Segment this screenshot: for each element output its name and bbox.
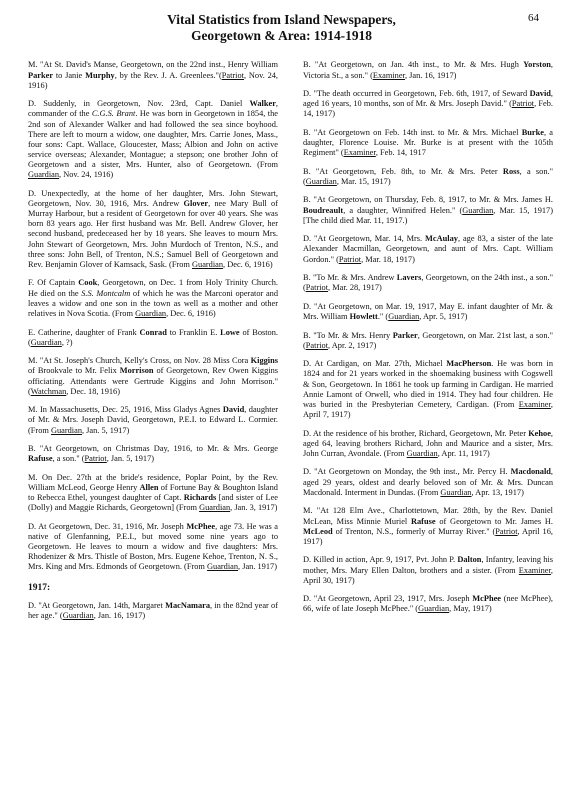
entry-text: M. "At St. David's Manse, Georgetown, on the 22nd inst., Henry William bbox=[28, 60, 278, 70]
ship-name: C.G.S. Brant bbox=[91, 109, 136, 119]
record-entry bbox=[28, 601, 278, 621]
entry-text: B. "At Georgetown, on Christmas Day, 1916, to Mr. & Mrs. George bbox=[28, 444, 278, 454]
source-name: Guardian bbox=[388, 312, 420, 322]
record-entry bbox=[28, 189, 278, 270]
entry-text: B. "At Georgetown, on Jan. 4th inst., to Mr. & Mrs. Hugh bbox=[303, 60, 524, 70]
entry-text: of Brookvale to Mr. Felix bbox=[28, 366, 120, 376]
source-name: Patriot bbox=[511, 99, 535, 109]
entry-text: , in the 82nd year of her age." ( bbox=[28, 600, 278, 621]
entry-text: , Nov. 24, 1916) bbox=[28, 70, 279, 90]
record-entry bbox=[28, 60, 278, 90]
entry-text: , Dec. 6, 1916) bbox=[166, 308, 216, 318]
left-column bbox=[28, 52, 278, 630]
entries-1916 bbox=[28, 60, 278, 572]
surname: Glover bbox=[183, 199, 209, 208]
entry-text: , commander of the bbox=[28, 99, 278, 119]
source-name: Patriot bbox=[84, 454, 107, 464]
entry-text: , Georgetown, on Mar. 21st last, a son." ( bbox=[303, 330, 554, 350]
page-subtitle: Georgetown & Area: 1914-1918 bbox=[191, 28, 372, 43]
entry-text: . He was born in 1824 and for 21 years worked in the shoemaking business with Cogswell & Son, Georgetown. In 1861 he took up farming in Cardigan. He married Annie Lamont of Orwell, who died in 1914. They had four children. He was buried in the Presbyterian Cemetery, Cardigan. (From bbox=[303, 359, 553, 409]
entry-text: [and sister of Lee (Dolly) and Maggie Richards, Georgetown] (From bbox=[28, 493, 278, 513]
surname: Walker bbox=[249, 99, 276, 109]
entry-text: , Jan. 16, 1917) bbox=[93, 611, 146, 621]
entry-text: , a daughter, Florence Louise. Mr. Burke is at present with the 105th Regiment" ( bbox=[303, 127, 553, 158]
source-name: Examiner bbox=[518, 399, 551, 409]
surname: Burke bbox=[521, 127, 544, 137]
record-entry bbox=[28, 278, 278, 319]
surname: MacPherson bbox=[446, 359, 492, 369]
source-name: Guardian bbox=[30, 337, 62, 347]
year-heading-1917: 1917: bbox=[28, 582, 51, 593]
entry-text: , Feb. 14, 1917) bbox=[303, 99, 553, 119]
record-entry bbox=[303, 359, 553, 420]
entry-text: , aged 64, leaving brothers Richard, John and Maurice and a sister, Mrs. John Curran, Avondale. (From bbox=[303, 428, 553, 458]
record-entry bbox=[303, 555, 553, 585]
source-name: Guardian bbox=[62, 611, 94, 621]
source-name: Patriot bbox=[495, 526, 518, 536]
surname: Allen bbox=[139, 482, 159, 492]
right-column bbox=[303, 52, 553, 623]
entry-text: D. At the residence of his brother, Richard, Georgetown, Mr. Peter bbox=[303, 428, 529, 438]
entry-text: B. "At Georgetown, Feb. 8th, to Mr. & Mrs. Peter bbox=[303, 166, 503, 176]
surname: Conrad bbox=[139, 327, 167, 337]
record-entry bbox=[303, 331, 553, 351]
entry-text: D. "The death occurred in Georgetown, Feb. 6th, 1917, of Seward bbox=[303, 89, 530, 99]
surname: Murphy bbox=[85, 70, 115, 80]
source-name: Guardian bbox=[28, 170, 60, 180]
page-number: 64 bbox=[528, 12, 539, 24]
record-entry bbox=[303, 273, 553, 293]
entry-text: F. Of Captain bbox=[28, 278, 79, 288]
entry-text: . He was born in Georgetown in 1854, the 2nd son of Alexander Walker and had followed the sea since boyhood. There are left to mourn a widow, one daughter, Mrs. Carrie Jones, Mass., four sons: Capt. Wallace, Gloucester, Mass; Albion and John on active service overseas; Alexander, Montague; a stepson; one brother John of Georgetown and a sister, Mrs. Hunter, also of Georgetown. (From bbox=[28, 109, 278, 170]
entry-text: , Apr. 2, 1917) bbox=[328, 340, 377, 350]
record-entry bbox=[303, 234, 553, 264]
entry-text: , age 83, a sister of the late Alexander Macmillan, Georgetown, and aunt of Mrs. Capt. William Gordon." ( bbox=[303, 234, 553, 264]
entry-text: , daughter of Mr. & Mrs. Joseph David, Georgetown, P.E.I. to Edward L. Cormier. (From bbox=[28, 405, 278, 435]
source-name: Patriot bbox=[338, 254, 362, 264]
surname: MacNamara bbox=[165, 600, 211, 610]
surname: Parker bbox=[392, 330, 418, 340]
entry-text: D. At Cardigan, on Mar. 27th, Michael bbox=[303, 359, 447, 369]
entry-text: , a son." ( bbox=[303, 166, 553, 186]
entry-text: , Mar. 28, 1917) bbox=[328, 283, 382, 293]
entry-text: M. "At St. Joseph's Church, Kelly's Cross, on Nov. 28 Miss Cora bbox=[28, 356, 251, 366]
record-entry bbox=[303, 429, 553, 459]
surname: McPhee bbox=[472, 594, 502, 604]
entry-text: of Georgetown, Rev Owen Kiggins officiating. Attendants were Gertrude Kiggins and John Morrison." ( bbox=[28, 366, 278, 396]
entry-text: of Fortune Bay & Boughton Island to Rebecca Ethel, youngest daughter of Capt. bbox=[28, 482, 278, 503]
source-name: Guardian bbox=[135, 308, 167, 318]
entry-text: B. "To Mr. & Mrs. Andrew bbox=[303, 273, 397, 283]
record-entry bbox=[28, 522, 278, 573]
source-name: Guardian bbox=[462, 205, 494, 215]
entry-text: D. Killed in action, Apr. 9, 1917, Pvt. John P. bbox=[303, 555, 458, 565]
record-entry bbox=[303, 60, 553, 80]
source-name: Guardian bbox=[199, 503, 231, 513]
entry-text: , aged 16 years, 10 months, son of Mr. & Mrs. Joseph David." ( bbox=[303, 89, 553, 109]
record-entry bbox=[28, 356, 278, 397]
surname: Ross bbox=[502, 166, 520, 176]
entry-text: , Dec. 18, 1916) bbox=[66, 386, 121, 396]
entry-text: , Mar. 15, 1917) [The child died Mar. 11, 1917.) bbox=[303, 205, 553, 225]
surname: McAulay bbox=[425, 234, 458, 244]
entry-text: , nee Mary Bull of Murray Harbour, but a resident of Georgetown for over 40 years. She was born 83 years ago. Her first husband was Mr. Bell. Andrew Glover, her second husband, predeceased her by 18 years. She leaves to mourn Mrs. John Stewart of Georgetown, Mrs. John Murdoch of Trenton, N.S., and three sons: John Bell, of Trenton, N.S.; Samuel Bell of Georgetown and Rev. Benjamin Glover of Kamsack, Sask. (From bbox=[28, 199, 278, 269]
surname: Morrison bbox=[119, 366, 154, 376]
source-name: Examiner bbox=[518, 565, 551, 575]
source-name: Patriot bbox=[305, 283, 329, 293]
entry-text: , Jan. 1917) bbox=[238, 562, 277, 572]
entry-text: , Mar. 18, 1917) bbox=[361, 254, 415, 264]
entry-text: , Georgetown, on the 24th inst., a son." ( bbox=[303, 273, 553, 293]
entry-text: ." ( bbox=[377, 312, 389, 322]
source-name: Examiner bbox=[372, 70, 405, 80]
entry-text: of Boston. ( bbox=[28, 327, 278, 347]
surname: David bbox=[529, 89, 551, 99]
entry-text: E. Catherine, daughter of Frank bbox=[28, 327, 140, 337]
record-entry bbox=[303, 467, 553, 497]
surname: Richards bbox=[183, 493, 217, 503]
entry-text: , Dec. 6, 1916) bbox=[223, 259, 273, 269]
surname: David bbox=[222, 405, 245, 415]
entry-text: M. "At 128 Elm Ave., Charlottetown, Mar. 28th, by the Rev. Daniel McLean, Miss Minnie Muriel bbox=[303, 506, 553, 526]
surname: Kiggins bbox=[250, 356, 278, 366]
source-name: Guardian bbox=[440, 487, 472, 497]
record-entry bbox=[28, 405, 278, 435]
entry-text: , Apr. 11, 1917) bbox=[437, 448, 490, 458]
entry-text: B. "At Georgetown on Feb. 14th inst. to Mr. & Mrs. Michael bbox=[303, 127, 522, 137]
entry-text: of which he was the Marconi operator and leaves a widow and one son in the town as well as a mother and other relatives in Nova Scotia. (From bbox=[28, 288, 278, 318]
entry-text: , by the Rev. J. A. Greenlees."( bbox=[114, 70, 222, 80]
source-name: Patriot bbox=[221, 70, 244, 80]
entry-text: , Jan. 3, 1917) bbox=[230, 503, 278, 513]
entry-text: , Apr. 5, 1917) bbox=[419, 312, 468, 322]
entry-text: , April 16, 1917) bbox=[303, 526, 553, 546]
entry-text: D. "At Georgetown on Monday, the 9th inst., Mr. Percy H. bbox=[303, 467, 511, 477]
entries-right bbox=[303, 60, 553, 614]
source-name: Guardian bbox=[192, 259, 224, 269]
entry-text: , Jan. 16, 1917) bbox=[404, 70, 457, 80]
entry-text: to Franklin E. bbox=[166, 327, 221, 337]
entry-text: (nee McPhee), 66, wife of late Joseph McPhee." ( bbox=[303, 594, 553, 614]
page-header bbox=[0, 12, 563, 44]
entry-text: , Mar. 15, 1917) bbox=[336, 176, 391, 186]
record-entry bbox=[303, 89, 553, 119]
entry-text: , Apr. 13, 1917) bbox=[471, 487, 524, 497]
surname: Cook bbox=[78, 278, 98, 288]
surname: Boudreault bbox=[303, 205, 344, 215]
surname: Rafuse bbox=[28, 454, 53, 464]
surname: Parker bbox=[28, 70, 54, 80]
source-name: Guardian bbox=[418, 604, 450, 614]
entry-text: , ?) bbox=[61, 337, 73, 347]
source-name: Patriot bbox=[305, 340, 329, 350]
entry-text: , Infantry, leaving his mother, Mrs. Mary Ellen Dalton, brothers and a sister. (From bbox=[303, 555, 553, 575]
entry-text: D. "At Georgetown, on Mar. 19, 1917, May E. infant daughter of Mr. & Mrs. William bbox=[303, 301, 553, 322]
entry-text: of Trenton, N.S., formerly of Murray River." ( bbox=[332, 526, 496, 536]
source-name: Guardian bbox=[406, 448, 438, 458]
entry-text: , April 30, 1917) bbox=[303, 565, 553, 585]
surname: Rafuse bbox=[410, 516, 436, 526]
record-entry bbox=[28, 328, 278, 348]
entry-text: , aged 29 years, oldest and dearly beloved son of Mr. & Mrs. Duncan Macdonald. Interment in Dundas. (From bbox=[303, 467, 553, 497]
entry-text: , Nov. 24, 1916) bbox=[59, 170, 114, 180]
page-title: Vital Statistics from Island Newspapers, bbox=[167, 12, 396, 27]
source-name: Examiner bbox=[343, 148, 376, 158]
entry-text: D. "At Georgetown, Jan. 14th, Margaret bbox=[28, 600, 166, 610]
entry-text: , Georgetown, on Dec. 1 from Holy Trinity Church. He died on the bbox=[28, 278, 278, 298]
record-entry bbox=[28, 473, 278, 514]
source-name: Guardian bbox=[207, 562, 239, 572]
surname: Yorston bbox=[523, 60, 551, 70]
record-entry bbox=[303, 167, 553, 187]
entry-text: , a daughter, Winnifred Helen." ( bbox=[343, 205, 463, 215]
surname: Lavers bbox=[396, 273, 422, 283]
source-name: Watchman bbox=[30, 386, 67, 396]
surname: Macdonald bbox=[510, 467, 551, 477]
surname: Dalton bbox=[457, 555, 482, 565]
entry-text: D. At Georgetown, Dec. 31, 1916, Mr. Joseph bbox=[28, 521, 187, 531]
entry-text: M. On Dec. 27th at the bride's residence, Poplar Point, by the Rev. William McLeod, George Henry bbox=[28, 472, 278, 492]
ship-name: S.S. Montcalm bbox=[81, 288, 131, 298]
record-entry bbox=[303, 506, 553, 547]
entry-text: , a son." ( bbox=[52, 454, 85, 464]
record-entry bbox=[303, 302, 553, 322]
entry-text: , Jan. 5, 1917) bbox=[82, 425, 130, 435]
record-entry bbox=[28, 99, 278, 180]
surname: Kehoe bbox=[528, 428, 551, 438]
record-entry bbox=[28, 444, 278, 464]
entry-text: , Jan. 5, 1917) bbox=[106, 454, 155, 464]
record-entry bbox=[303, 594, 553, 614]
record-entry bbox=[303, 128, 553, 158]
source-name: Guardian bbox=[305, 176, 337, 186]
entry-text: , age 73. He was a native of Glenfanning, P.E.I., but moved some nine years ago to Georgetown. He leaves to mourn a widow and five daughters: Mrs. Rhodenizer & Mrs. Thistle of Boston, Mrs. Eugene Kehoe, Trenton, N. S., Mrs. King and Mrs. Edmonds of Georgetown. (From bbox=[28, 521, 278, 572]
entry-text: B. "At Georgetown, on Thursday, Feb. 8, 1917, to Mr. & Mrs. James H. bbox=[303, 195, 553, 205]
entry-text: D. Suddenly, in Georgetown, Nov. 23rd, Capt. Daniel bbox=[28, 99, 250, 109]
entry-text: , Victoria St., a son." ( bbox=[303, 60, 553, 80]
entry-text: of Georgetown to Mr. James H. bbox=[435, 516, 553, 526]
surname: Lowe bbox=[220, 327, 240, 337]
entry-text: , May, 1917) bbox=[449, 604, 492, 614]
entries-1917 bbox=[28, 601, 278, 621]
surname: Howlett bbox=[349, 312, 378, 322]
entry-text: D. "At Georgetown, April 23, 1917, Mrs. Joseph bbox=[303, 594, 473, 604]
entry-text: M. In Massachusetts, Dec. 25, 1916, Miss Gladys Agnes bbox=[28, 405, 223, 415]
entry-text: B. "To Mr. & Mrs. Henry bbox=[303, 330, 393, 340]
record-entry bbox=[303, 195, 553, 225]
entry-text: D. "At Georgetown, Mar. 14, Mrs. bbox=[303, 234, 426, 244]
surname: McPhee bbox=[186, 521, 216, 531]
entry-text: to Janie bbox=[53, 70, 86, 80]
entry-text: , Feb. 14, 1917 bbox=[375, 148, 426, 158]
surname: McLeod bbox=[303, 526, 333, 536]
entry-text: D. Unexpectedly, at the home of her daughter, Mrs. John Stewart, Georgetown, Nov. 30, 1916, Mrs. Andrew bbox=[28, 188, 278, 208]
source-name: Guardian bbox=[50, 425, 82, 435]
entry-text: , April 7, 1917) bbox=[303, 399, 553, 420]
